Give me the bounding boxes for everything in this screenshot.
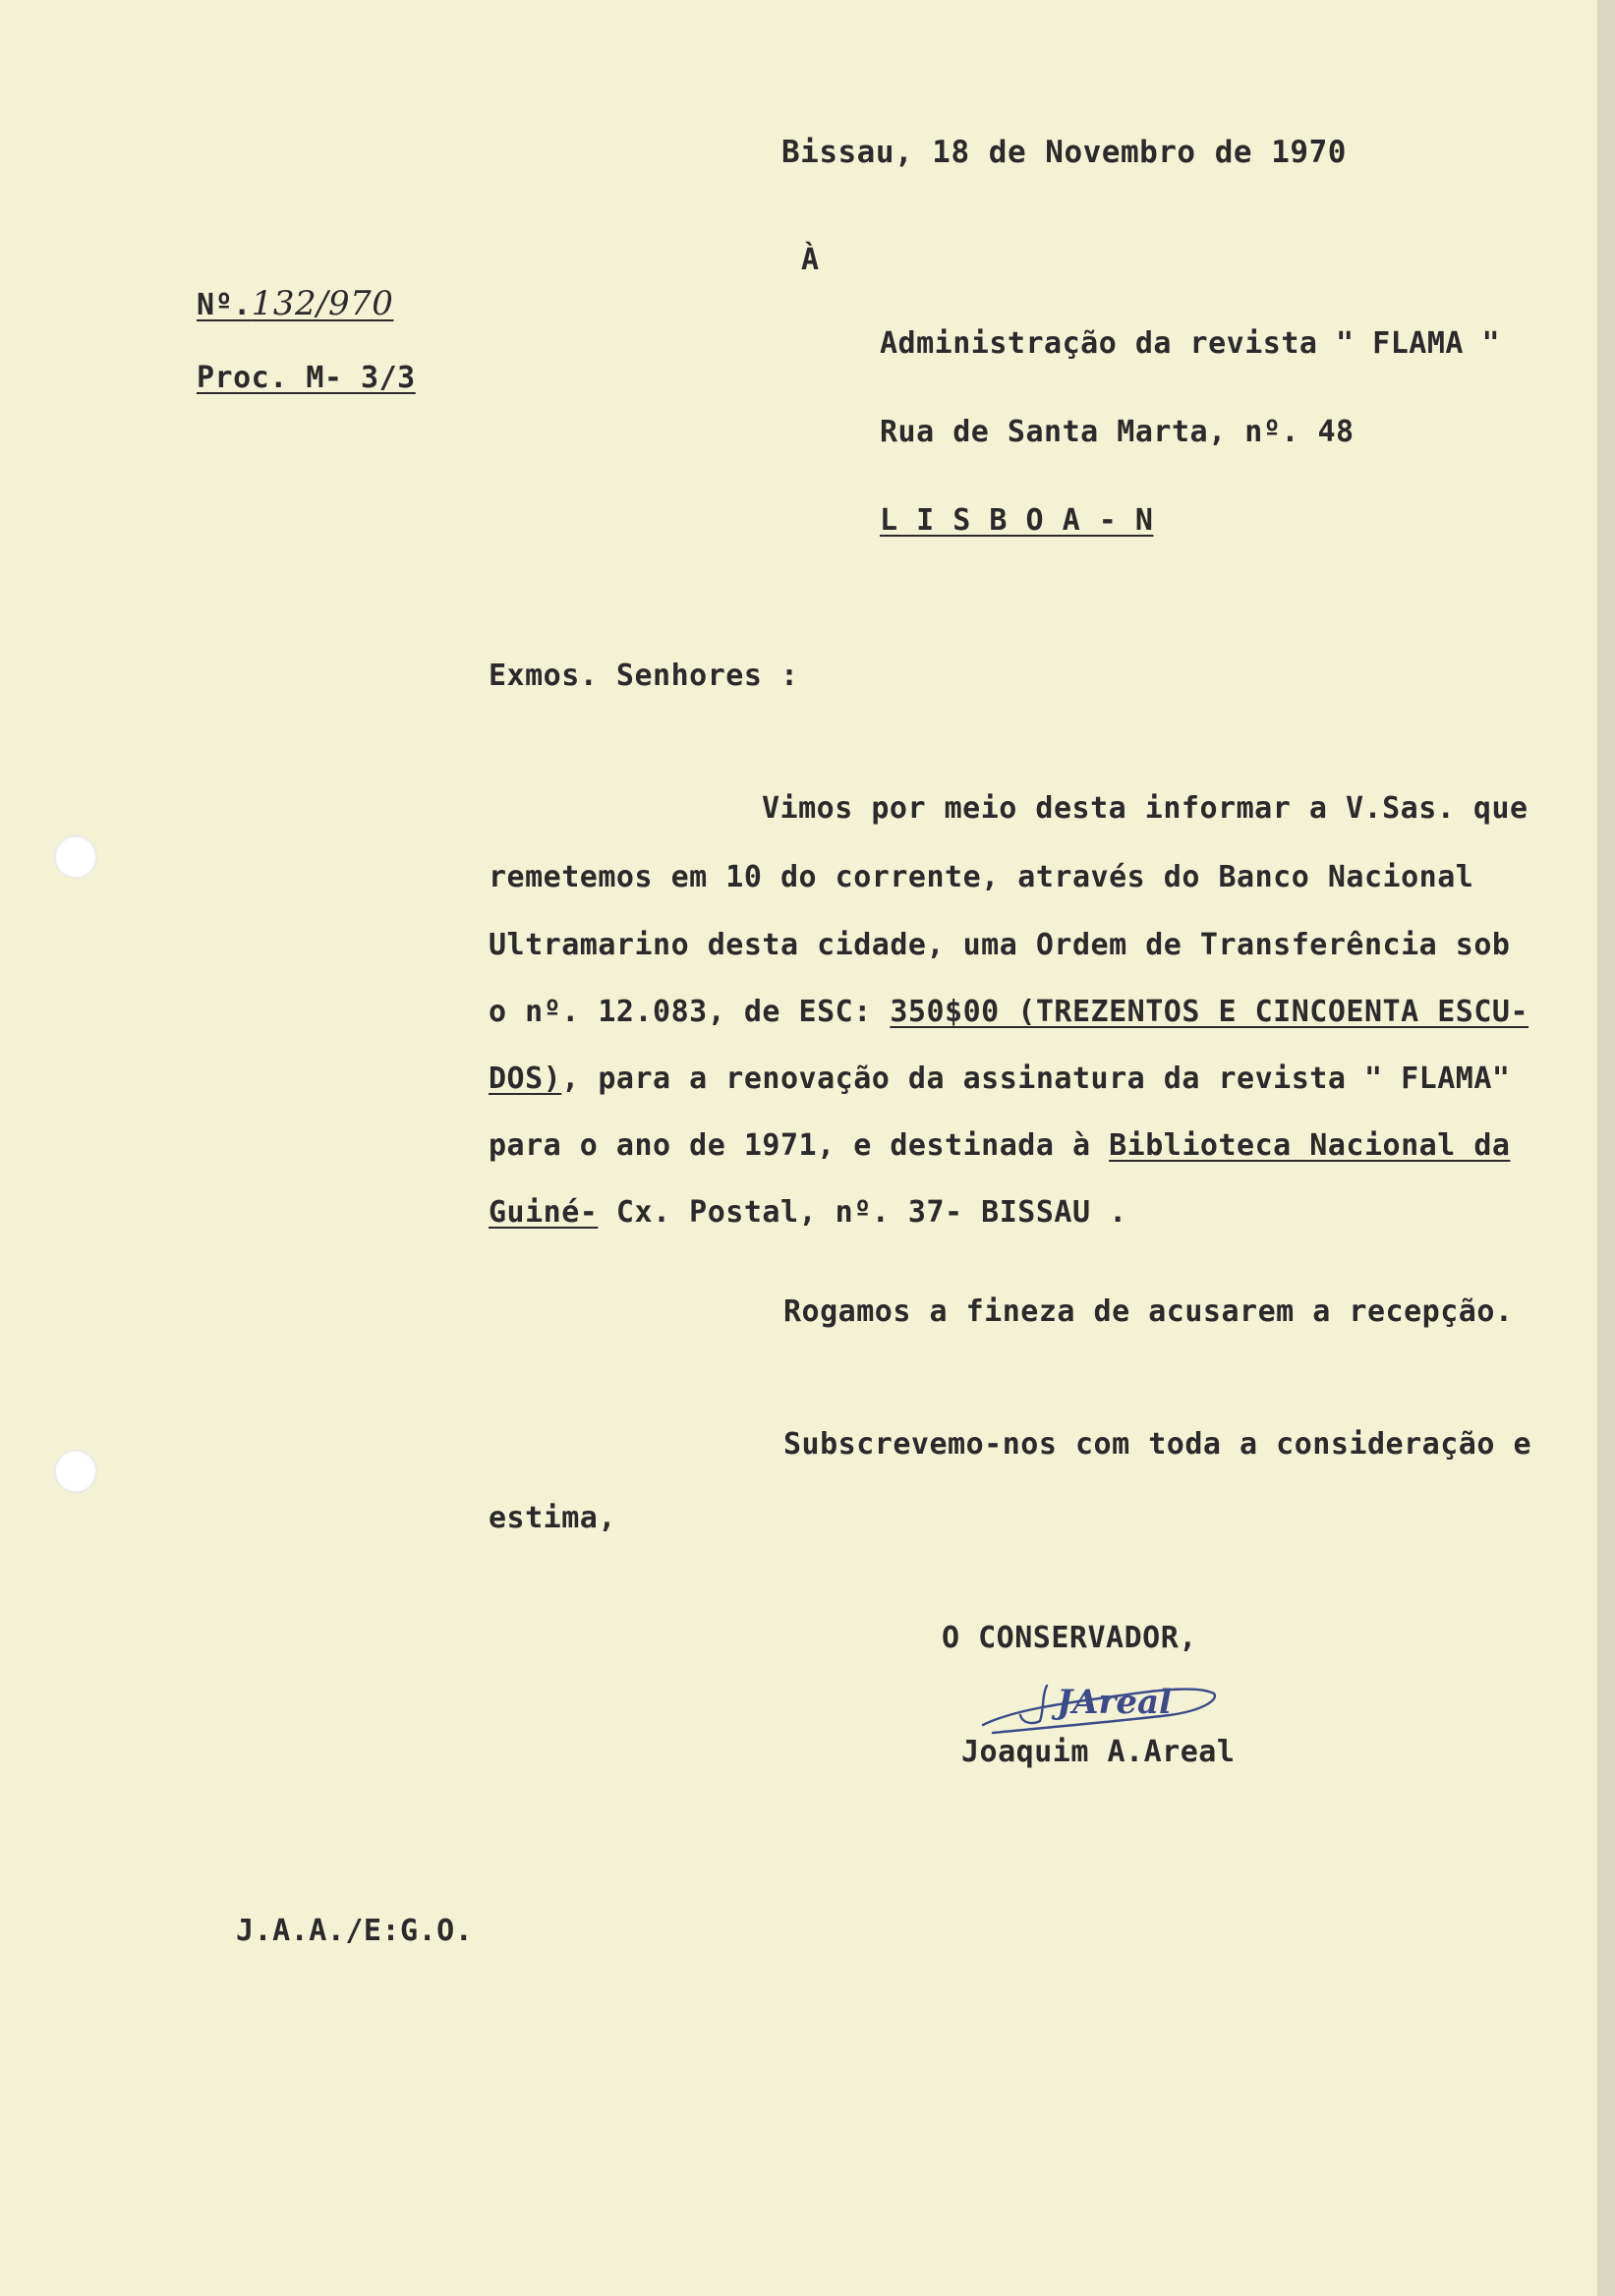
place-date: Bissau, 18 de Novembro de 1970 [781,135,1347,170]
library-name: Biblioteca Nacional da [1109,1128,1511,1163]
punch-hole-top [54,835,97,879]
closing-regards-end: estima, [489,1501,616,1535]
body-line-3: Ultramarino desta cidade, uma Ordem de Transferência sob [489,928,1511,962]
body-line-7 [489,1195,1127,1230]
page-edge [1597,0,1615,2296]
signature-title: O CONSERVADOR, [942,1621,1197,1655]
punch-hole-bottom [54,1450,97,1493]
body-line-2: remetemos em 10 do corrente, através do Banco Nacional [489,860,1474,894]
signature-name: Joaquim A.Areal [961,1735,1236,1769]
process-reference: Proc. M- 3/3 [197,361,416,395]
reference-number [197,284,394,323]
closing-request: Rogamos a fineza de acusarem a recepção. [783,1294,1514,1329]
body-line-5-rest: , para a renovação da assinatura da revista " FLAMA" [561,1062,1511,1096]
recipient-street: Rua de Santa Marta, nº. 48 [880,415,1355,449]
body-line-6-prefix: para o ano de 1971, e destinada à [489,1128,1110,1163]
recipient-name: Administração da revista " FLAMA " [880,326,1501,361]
signature-script: JAreal [1057,1683,1172,1722]
body-line-4 [489,995,1529,1029]
salutation: Exmos. Senhores : [489,659,799,693]
body-line-5 [489,1064,1510,1094]
reference-number-value: 132/970 [251,284,394,323]
typist-initials: J.A.A./E:G.O. [236,1914,474,1948]
closing-regards: Subscrevemo-nos com toda a consideração e [783,1427,1532,1462]
library-name-continued: Guiné- [489,1195,599,1230]
transfer-amount: 350$00 (TREZENTOS E CINCOENTA ESCU- [890,995,1529,1029]
body-line-1: Vimos por meio desta informar a V.Sas. que [762,791,1528,826]
addressee-marker: À [801,243,820,277]
reference-number-label: Nº. [197,288,252,322]
recipient-city: L I S B O A - N [880,503,1154,538]
body-line-6 [489,1128,1511,1163]
transfer-amount-continued: DOS) [489,1062,562,1096]
body-line-4-prefix: o nº. 12.083, de ESC: [489,995,891,1029]
body-line-7-rest: Cx. Postal, nº. 37- BISSAU . [598,1195,1127,1230]
